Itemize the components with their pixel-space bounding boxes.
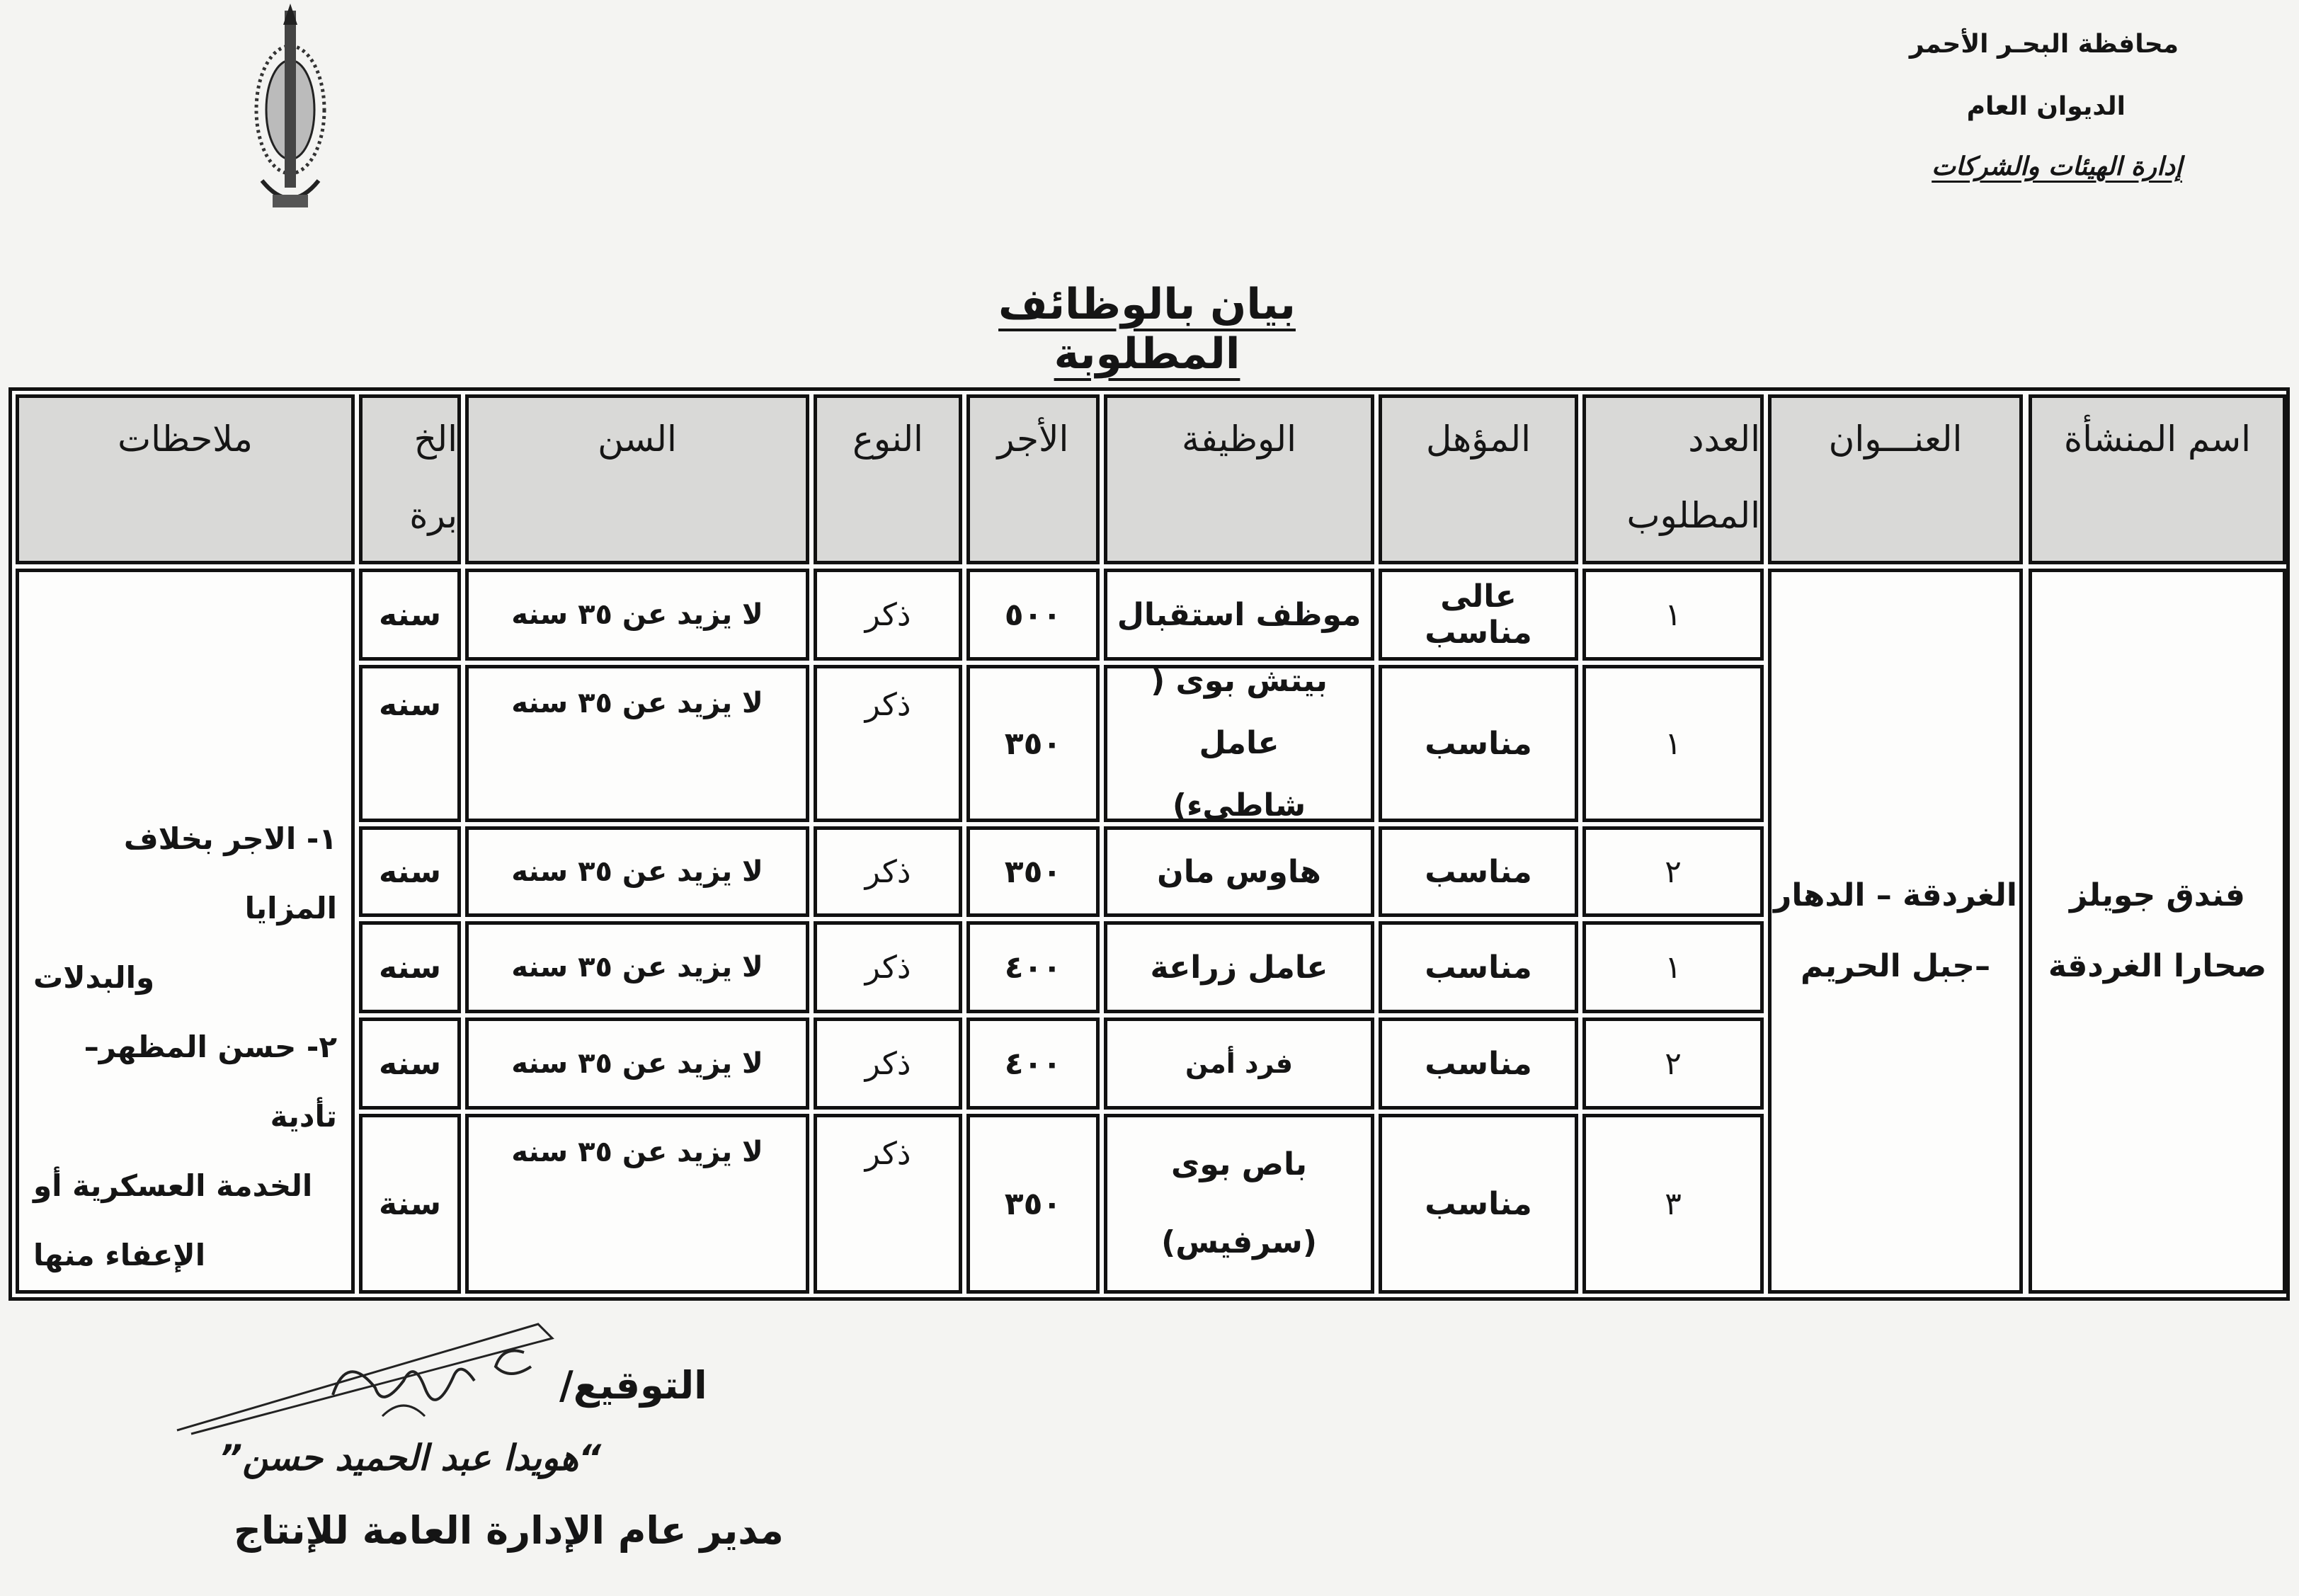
table-row-experience: سنه <box>359 921 461 1013</box>
table-row-experience: سنة <box>359 1114 461 1294</box>
table-row-wage: ٣٥٠ <box>966 826 1100 917</box>
table-row-job: فرد أمن <box>1104 1018 1374 1110</box>
establishment-line1: فندق جويلز <box>2070 877 2245 913</box>
header-gender: النوع <box>814 394 962 564</box>
header-count <box>1582 394 1764 564</box>
header-notes: ملاحظات <box>16 394 355 564</box>
table-row-wage: ٤٠٠ <box>966 1018 1100 1110</box>
job-line1: باص بوى <box>1171 1146 1307 1182</box>
jobs-table <box>8 387 2290 1301</box>
table-row-count: ٢ <box>1582 1018 1764 1110</box>
table-row-gender: ذكر <box>814 665 962 822</box>
office-name: الديوان العام <box>1966 92 2126 121</box>
table-row-count: ١ <box>1582 569 1764 661</box>
table-row-qualification: مناسب <box>1379 921 1578 1013</box>
table-row-qualification: مناسب <box>1379 665 1578 822</box>
job-line2: شاطىء) <box>1172 787 1306 823</box>
table-row-wage: ٤٠٠ <box>966 921 1100 1013</box>
table-row-age: لا يزيد عن ٣٥ سنه <box>465 569 809 661</box>
address-line1: الغردقة – الدهار <box>1774 877 2017 913</box>
table-row-experience: سنه <box>359 665 461 822</box>
signatory-role: مدير عام الإدارة العامة للإنتاج <box>234 1508 784 1553</box>
establishment-line2: صحارا الغردقة <box>2048 948 2267 984</box>
handwritten-signature-icon <box>170 1310 566 1444</box>
table-row-gender: ذكر <box>814 1114 962 1294</box>
job-line1: بيتش بوى ( عامل <box>1151 663 1328 761</box>
table-row-experience: سنه <box>359 826 461 917</box>
department-name: إدارة الهيئات والشركات <box>1932 152 2182 181</box>
table-row-job <box>1104 665 1374 822</box>
header-experience-line1: الخ <box>413 418 457 460</box>
table-row-job: هاوس مان <box>1104 826 1374 917</box>
table-row-gender: ذكر <box>814 921 962 1013</box>
table-row-job: موظف استقبال <box>1104 569 1374 661</box>
header-job: الوظيفة <box>1104 394 1374 564</box>
header-count-line1: العدد <box>1688 418 1760 460</box>
header-experience <box>359 394 461 564</box>
table-row-count: ٢ <box>1582 826 1764 917</box>
signatory-name: “هويدا عبد الحميد حسن” <box>219 1437 602 1478</box>
table-row-job: عامل زراعة <box>1104 921 1374 1013</box>
table-row-count: ١ <box>1582 921 1764 1013</box>
notes-line: ١- الاجر بخلاف المزايا <box>123 821 337 925</box>
header-address: العنـــوان <box>1768 394 2023 564</box>
notes-cell <box>16 569 355 1294</box>
job-line2: (سرفيس) <box>1161 1224 1317 1260</box>
table-row-age: لا يزيد عن ٣٥ سنه <box>465 665 809 822</box>
table-row-age: لا يزيد عن ٣٥ سنه <box>465 921 809 1013</box>
table-row-gender: ذكر <box>814 569 962 661</box>
header-experience-line2: برة <box>409 495 457 536</box>
header-count-line2: المطلوب <box>1626 495 1760 536</box>
table-row-count: ١ <box>1582 665 1764 822</box>
notes-line: الخدمة العسكرية أو <box>33 1168 313 1203</box>
table-row-job <box>1104 1114 1374 1294</box>
table-row-wage: ٥٠٠ <box>966 569 1100 661</box>
governorate-name: محافظة البحـر الأحمر <box>1909 30 2179 59</box>
signature-label: التوقيع/ <box>559 1363 707 1408</box>
table-row-qualification: عالى مناسب <box>1379 569 1578 661</box>
notes-line: والبدلات <box>33 960 155 995</box>
table-row-wage: ٣٥٠ <box>966 1114 1100 1294</box>
table-row-wage: ٣٥٠ <box>966 665 1100 822</box>
header-age: السن <box>465 394 809 564</box>
table-row-qualification: مناسب <box>1379 1018 1578 1110</box>
page-title: بيان بالوظائف المطلوبة <box>998 280 1296 379</box>
header-qualification: المؤهل <box>1379 394 1578 564</box>
table-row-qualification: مناسب <box>1379 1114 1578 1294</box>
header-establishment: اسم المنشأة <box>2029 394 2286 564</box>
governorate-emblem-icon <box>248 4 333 223</box>
table-row-qualification: مناسب <box>1379 826 1578 917</box>
address-cell <box>1768 569 2023 1294</box>
table-row-gender: ذكر <box>814 1018 962 1110</box>
table-row-experience: سنه <box>359 1018 461 1110</box>
table-row-age: لا يزيد عن ٣٥ سنه <box>465 1018 809 1110</box>
notes-line: الإعفاء منها <box>33 1238 206 1272</box>
table-row-age: لا يزيد عن ٣٥ سنه <box>465 826 809 917</box>
table-row-gender: ذكر <box>814 826 962 917</box>
table-row-age: لا يزيد عن ٣٥ سنه <box>465 1114 809 1294</box>
establishment-cell <box>2029 569 2286 1294</box>
address-line2: –جبل الحريم <box>1801 948 1990 984</box>
table-row-experience: سنه <box>359 569 461 661</box>
table-row-count: ٣ <box>1582 1114 1764 1294</box>
notes-line: ٢- حسن المظهر–تأدية <box>84 1030 337 1134</box>
header-wage: الأجر <box>966 394 1100 564</box>
